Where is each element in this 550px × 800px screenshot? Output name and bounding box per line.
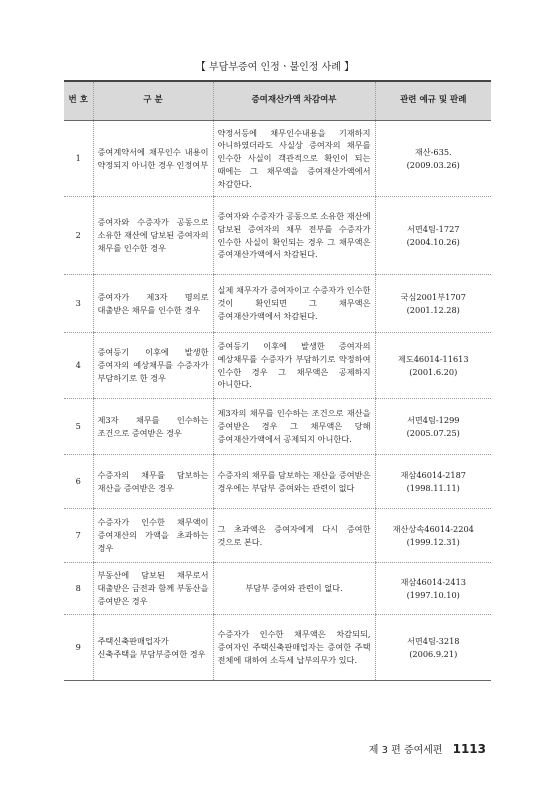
case-description: 주택신축판매업자가 신축주택을 부담부증여한 경우: [93, 615, 213, 681]
reference-date: (1998.11.11): [406, 482, 460, 493]
case-description: 증여자와 수증자가 공동으로 소유한 재산에 담보된 증여자의 채무를 인수한 경우: [93, 197, 213, 275]
reference-date: (2001.12.28): [406, 304, 460, 315]
reference-cell: [375, 121, 491, 197]
reference-id: 제도46014-11613: [397, 353, 469, 364]
table-row: [64, 563, 491, 615]
case-description: 부동산에 담보된 채무로서 대출받은 금전과 함께 부동산을 증여받은 경우: [93, 563, 213, 615]
page-number: 1113: [452, 742, 486, 756]
deduction-decision: 약정서등에 채무인수내용을 기재하지 아니하였더라도 사실상 증여자의 채무를 인수한 사실이 객관적으로 확인이 되는 때에는 그 채무액을 증여재산가액에서 차감한다.: [213, 121, 375, 197]
reference-date: (2005.07.25): [406, 427, 460, 438]
reference-date: (2001.6.20): [409, 366, 458, 377]
page-title: 【 부담부증여 인정ㆍ불인정 사례 】: [195, 62, 355, 73]
deduction-decision: 실제 채무자가 증여자이고 수증자가 인수한 것이 확인되면 그 채무액은 증여재산가액에서 차감된다.: [213, 275, 375, 333]
table-header-row: [64, 81, 491, 121]
deduction-decision: 수증자가 인수한 채무액은 차감되되, 증여자인 주택신축판매업자는 증여한 주택 전체에 대하여 소득세 납부의무가 있다.: [213, 615, 375, 681]
row-number: 8: [64, 563, 93, 615]
row-number: 3: [64, 275, 93, 333]
row-number: 4: [64, 333, 93, 399]
reference-date: (1997.10.10): [406, 589, 460, 600]
row-number: 7: [64, 509, 93, 563]
reference-date: (1999.12.31): [406, 536, 460, 547]
reference-id: 국심2001부1707: [400, 291, 466, 302]
case-description: 증여계약서에 채무인수 내용이 약정되지 아니한 경우 인정여부: [93, 121, 213, 197]
table-row: [64, 455, 491, 509]
case-description: 증여등기 이후에 발생한 증여자의 예상채무를 수증자가 부담하기로 한 경우: [93, 333, 213, 399]
reference-id: 재삼46014-2413: [400, 576, 466, 587]
header-ref: 관련 예규 및 판례: [375, 81, 491, 121]
reference-date: (2009.03.26): [406, 159, 460, 170]
reference-cell: [375, 563, 491, 615]
header-decision: 증여재산가액 차감여부: [213, 81, 375, 121]
table-row: [64, 399, 491, 455]
row-number: 5: [64, 399, 93, 455]
deduction-decision: 그 초과액은 증여자에게 다시 증여한 것으로 본다.: [213, 509, 375, 563]
table-row: [64, 121, 491, 197]
deduction-decision: 부담부 증여와 관련이 없다.: [213, 563, 375, 615]
rulings-table: [64, 80, 491, 681]
deduction-decision: 수증자의 채무를 담보하는 재산을 증여받은 경우에는 부담부 증여와는 관련이 없다: [213, 455, 375, 509]
header-num: 번 호: [64, 81, 93, 121]
reference-id: 서면4팀-1727: [406, 223, 460, 234]
reference-date: (2004.10.26): [406, 236, 460, 247]
header-case: 구 분: [93, 81, 213, 121]
reference-cell: [375, 333, 491, 399]
reference-cell: [375, 399, 491, 455]
reference-cell: [375, 509, 491, 563]
reference-id: 서면4팀-1299: [406, 414, 460, 425]
table-row: [64, 615, 491, 681]
table-row: [64, 333, 491, 399]
reference-cell: [375, 275, 491, 333]
reference-id: 재산-635.: [414, 146, 452, 157]
deduction-decision: 증여등기 이후에 발생한 증여자의 예상채무를 수증자가 부담하기로 약정하여 인수한 경우 그 채무액은 공제하지 아니한다.: [213, 333, 375, 399]
row-number: 1: [64, 121, 93, 197]
page-footer: [369, 741, 486, 756]
reference-id: 재산상속46014-2204: [392, 523, 474, 534]
case-description: 수증자의 채무를 담보하는 재산을 증여받은 경우: [93, 455, 213, 509]
reference-id: 재삼46014-2187: [400, 469, 466, 480]
row-number: 6: [64, 455, 93, 509]
row-number: 9: [64, 615, 93, 681]
case-description: 증여자가 제3자 명의로 대출받은 채무를 인수한 경우: [93, 275, 213, 333]
table-row: [64, 197, 491, 275]
table-row: [64, 509, 491, 563]
section-label: 제 3 편 증여세편: [368, 745, 443, 756]
row-number: 2: [64, 197, 93, 275]
case-description: 제3자 채무를 인수하는 조건으로 증여받은 경우: [93, 399, 213, 455]
reference-id: 서면4팀-3218: [406, 635, 460, 646]
deduction-decision: 제3자의 채무를 인수하는 조건으로 재산을 증여받은 경우 그 채무액은 당해 증여재산가액에서 공제되지 아니한다.: [213, 399, 375, 455]
reference-date: (2006.9.21): [409, 648, 458, 659]
reference-cell: [375, 455, 491, 509]
deduction-decision: 증여자와 수증자가 공동으로 소유한 재산에 담보된 증여자의 채무 전부를 수증자가 인수한 사실이 확인되는 경우 그 채무액은 증여재산가액에서 차감된다.: [213, 197, 375, 275]
reference-cell: [375, 615, 491, 681]
reference-cell: [375, 197, 491, 275]
case-description: 수증자가 인수한 채무액이 증여재산의 가액을 초과하는 경우: [93, 509, 213, 563]
table-row: [64, 275, 491, 333]
